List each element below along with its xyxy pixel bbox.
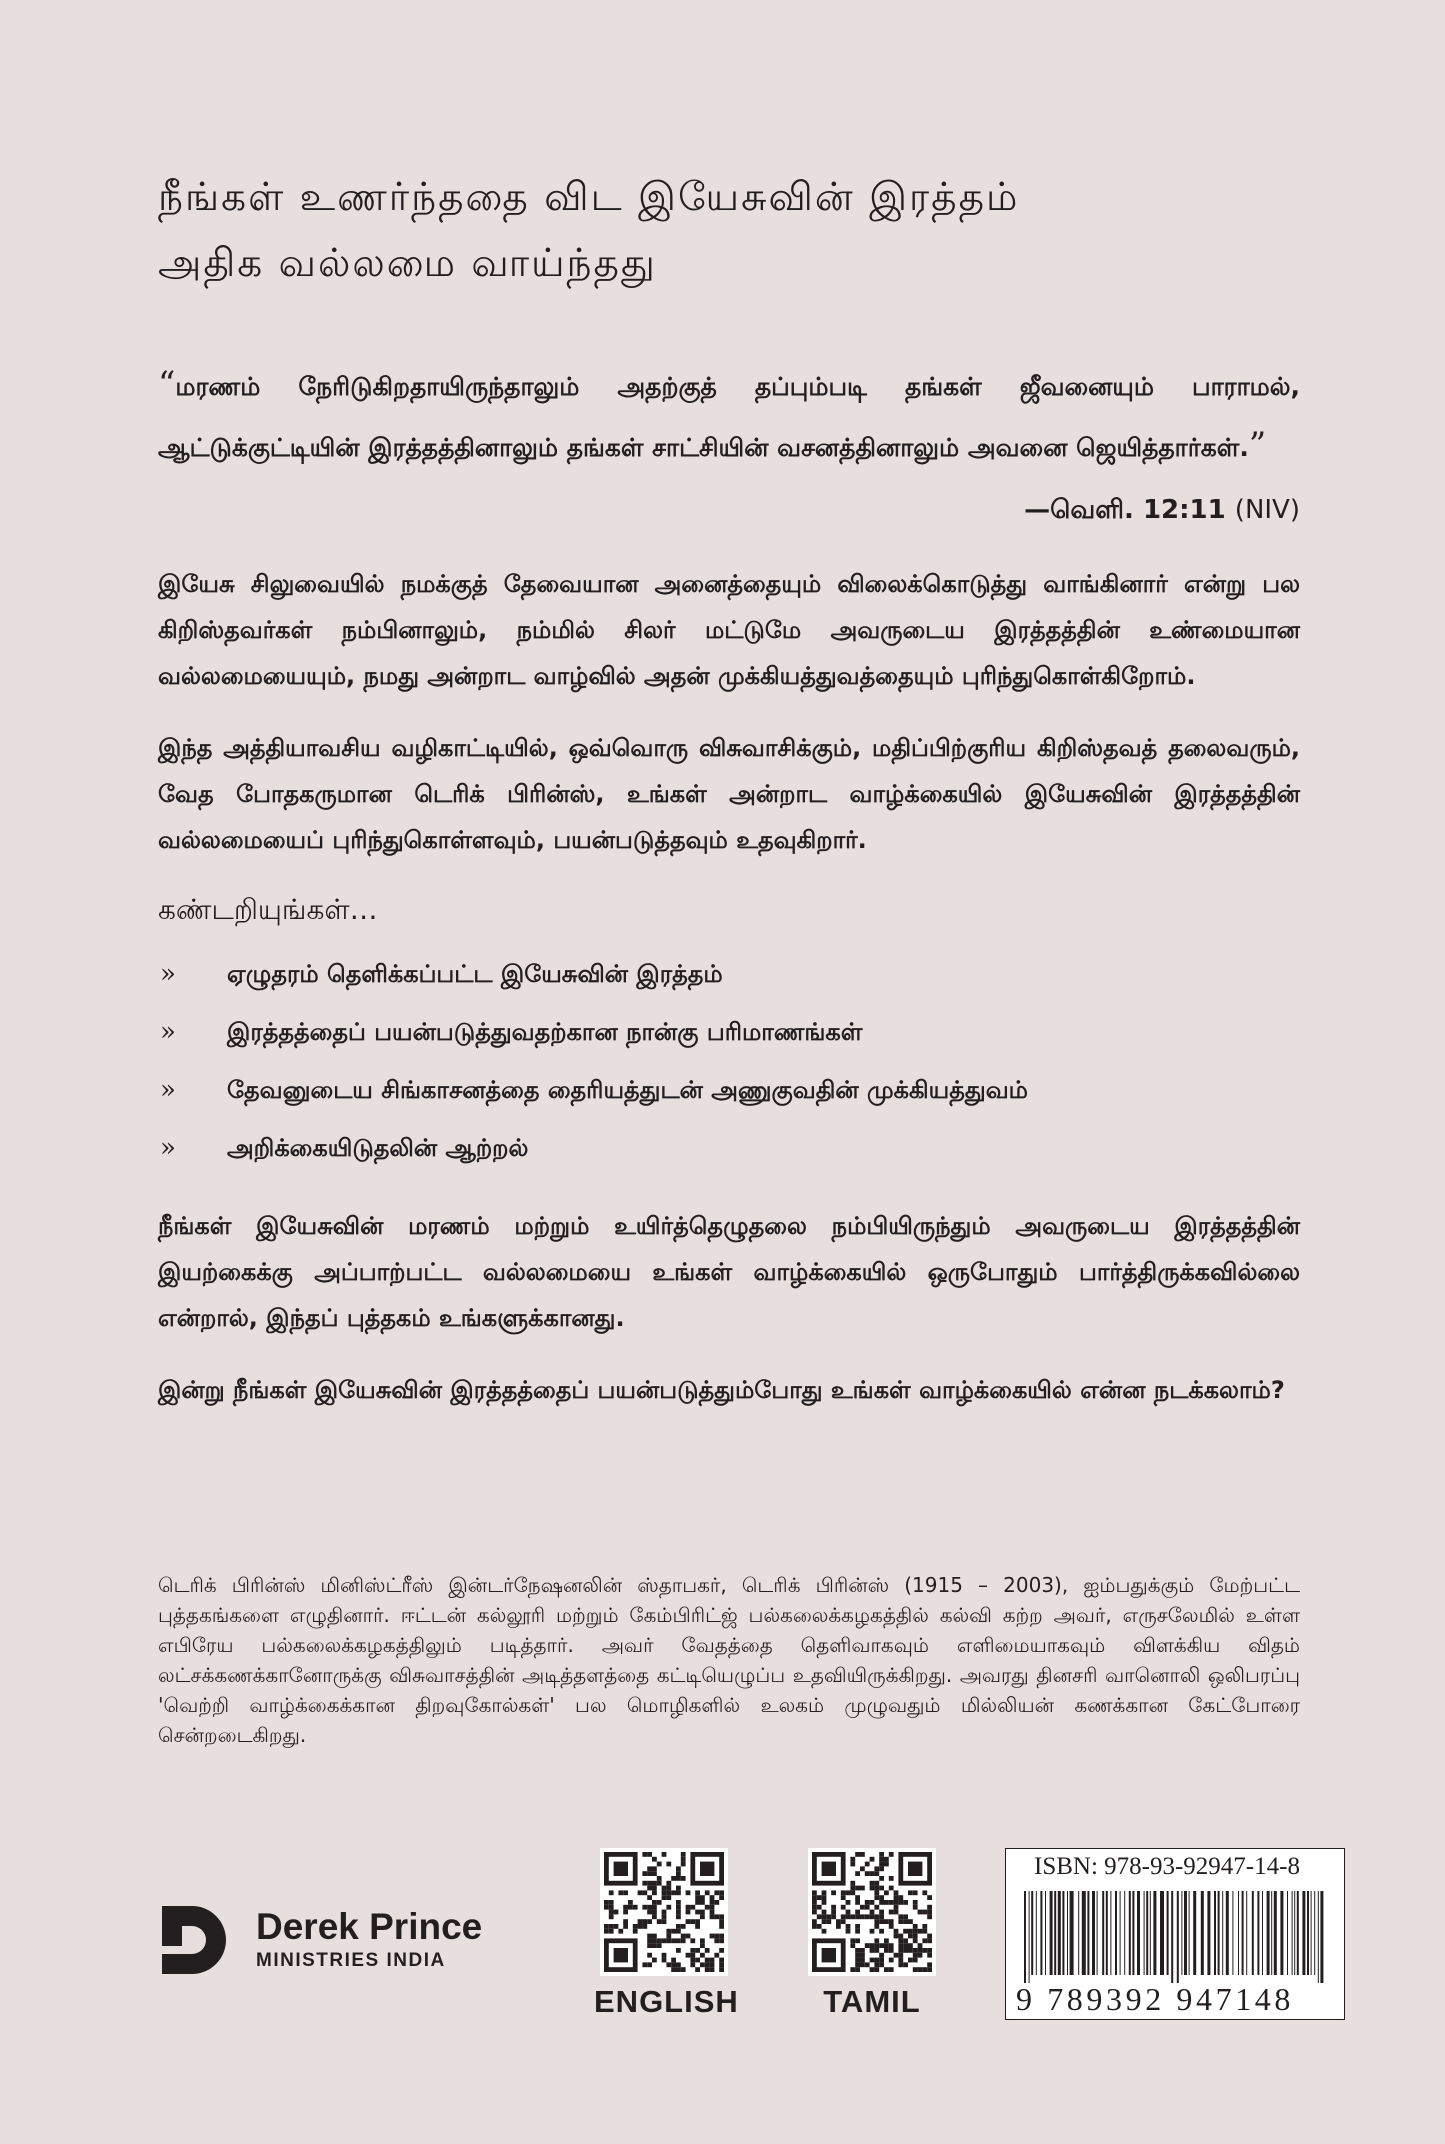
list-item-text: ஏழுதரம் தெளிக்கப்பட்ட இயேசுவின் இரத்தம்	[227, 960, 723, 988]
cover-footer	[0, 1840, 1445, 2040]
list-item	[158, 1061, 1300, 1119]
scripture-quote	[158, 355, 1300, 477]
paragraph-2: இந்த அத்தியாவசிய வழிகாட்டியில், ஒவ்வொரு விசுவாசிக்கும், மதிப்பிற்குரிய கிறிஸ்தவத் தலைவரும், வேத போதகருமான டெரிக் பிரின்ஸ், உங்கள் அன்றாட வாழ்க்கையில் இயேசுவின் இரத்தத்தின் வல்லமையைப் புரிந்துகொள்ளவும், பயன்படுத்தவும் உதவுகிறார்.	[158, 734, 1300, 854]
qr-label: TAMIL	[823, 1984, 921, 2019]
list-item-text: அறிக்கையிடுதலின் ஆற்றல்	[227, 1134, 529, 1162]
author-bio: டெரிக் பிரின்ஸ் மினிஸ்ட்ரீஸ் இன்டர்நேஷனலின் ஸ்தாபகர், டெரிக் பிரின்ஸ் (1915 – 2003), ஐம்பதுக்கும் மேற்பட்ட புத்தகங்களை எழுதினார். ஈட்டன் கல்லூரி மற்றும் கேம்பிரிட்ஜ் பல்கலைக்கழகத்தில் கல்வி கற்ற அவர், எருசலேமில் உள்ள எபிரேய பல்கலைக்கழகத்திலும் படித்தார். அவர் வேதத்தை தெளிவாகவும் எளிமையாகவும் விளக்கிய விதம் லட்சக்கணக்கானோருக்கு விசுவாசத்தின் அடித்தளத்தை கட்டியெழுப்ப உதவியிருக்கிறது. அவரது தினசரி வானொலி ஒலிபரப்பு 'வெற்றி வாழ்க்கைக்கான திறவுகோல்கள்' பல மொழிகளில் உலகம் முழுவதும் மில்லியன் கணக்கான கேட்போரை சென்றடைகிறது.	[158, 1573, 1300, 1747]
bullet-mark: »	[160, 1133, 176, 1163]
qr-code-icon[interactable]	[600, 1848, 728, 1976]
paragraph-3: நீங்கள் இயேசுவின் மரணம் மற்றும் உயிர்த்தெழுதலை நம்பியிருந்தும் அவருடைய இரத்தத்தின் இயற்கைக்கு அப்பாற்பட்ட வல்லமையை உங்கள் வாழ்க்கையில் ஒருபோதும் பார்த்திருக்கவில்லை என்றால், இந்தப் புத்தகம் உங்களுக்கானது.	[158, 1212, 1300, 1332]
bullet-mark: »	[160, 1075, 176, 1105]
barcode-bars	[1020, 1891, 1332, 1983]
close-quote-mark: ”	[1248, 425, 1267, 465]
bullet-mark: »	[160, 959, 176, 989]
list-item	[158, 1003, 1300, 1061]
qr-english[interactable]	[594, 1848, 739, 2020]
qr-code-icon[interactable]	[808, 1848, 936, 1976]
isbn-label: ISBN: 978-93-92947-14-8	[1034, 1853, 1300, 1880]
publisher-name: Derek Prince	[256, 1906, 483, 1947]
bullet-mark: »	[160, 1017, 176, 1047]
logo-text	[256, 1906, 482, 1974]
qr-label: ENGLISH	[594, 1984, 739, 2019]
list-item	[158, 1119, 1300, 1177]
discover-label: கண்டறியுங்கள்…	[158, 893, 378, 926]
isbn-barcode	[1005, 1848, 1345, 2020]
reference-text: —வெளி. 12:11	[1024, 495, 1226, 525]
main-content	[158, 165, 1300, 1413]
list-item-text: தேவனுடைய சிங்காசனத்தை தைரியத்துடன் அணுகுவதின் முக்கியத்துவம்	[227, 1076, 1028, 1104]
list-item	[158, 945, 1300, 1003]
bible-version: (NIV)	[1234, 495, 1300, 525]
scripture-reference	[158, 485, 1300, 535]
list-item-text: இரத்தத்தைப் பயன்படுத்துவதற்கான நான்கு பரிமாணங்கள்	[227, 1018, 863, 1046]
heading-line-2: அதிக வல்லமை வாய்ந்தது	[158, 241, 657, 286]
open-quote-mark: “	[158, 364, 176, 404]
quote-text: மரணம் நேரிடுகிறதாயிருந்தாலும் அதற்குத் தப்பும்படி தங்கள் ஜீவனையும் பாராமல், ஆட்டுக்குட்டியின் இரத்தத்தினாலும் தங்கள் சாட்சியின் வசனத்தினாலும் அவனை ஜெயித்தார்கள்.	[158, 372, 1300, 462]
publisher-logo	[158, 1900, 482, 1980]
discover-list	[158, 945, 1300, 1177]
dp-logo-icon	[158, 1900, 232, 1980]
isbn-digits: 9 789392 947148	[1016, 1981, 1294, 2017]
publisher-subtitle: MINISTRIES INDIA	[256, 1950, 446, 1971]
paragraph-4: இன்று நீங்கள் இயேசுவின் இரத்தத்தைப் பயன்படுத்தும்போது உங்கள் வாழ்க்கையில் என்ன நடக்கலாம்?	[158, 1376, 1285, 1404]
paragraph-1: இயேசு சிலுவையில் நமக்குத் தேவையான அனைத்தையும் விலைக்கொடுத்து வாங்கினார் என்று பல கிறிஸ்தவர்கள் நம்பினாலும், நம்மில் சிலர் மட்டுமே அவருடைய இரத்தத்தின் உண்மையான வல்லமையையும், நமது அன்றாட வாழ்வில் அதன் முக்கியத்துவத்தையும் புரிந்துகொள்கிறோம்.	[158, 570, 1300, 690]
qr-tamil[interactable]	[802, 1848, 942, 2020]
cover-heading	[158, 165, 1300, 297]
heading-line-1: நீங்கள் உணர்ந்ததை விட இயேசுவின் இரத்தம்	[158, 175, 1020, 220]
